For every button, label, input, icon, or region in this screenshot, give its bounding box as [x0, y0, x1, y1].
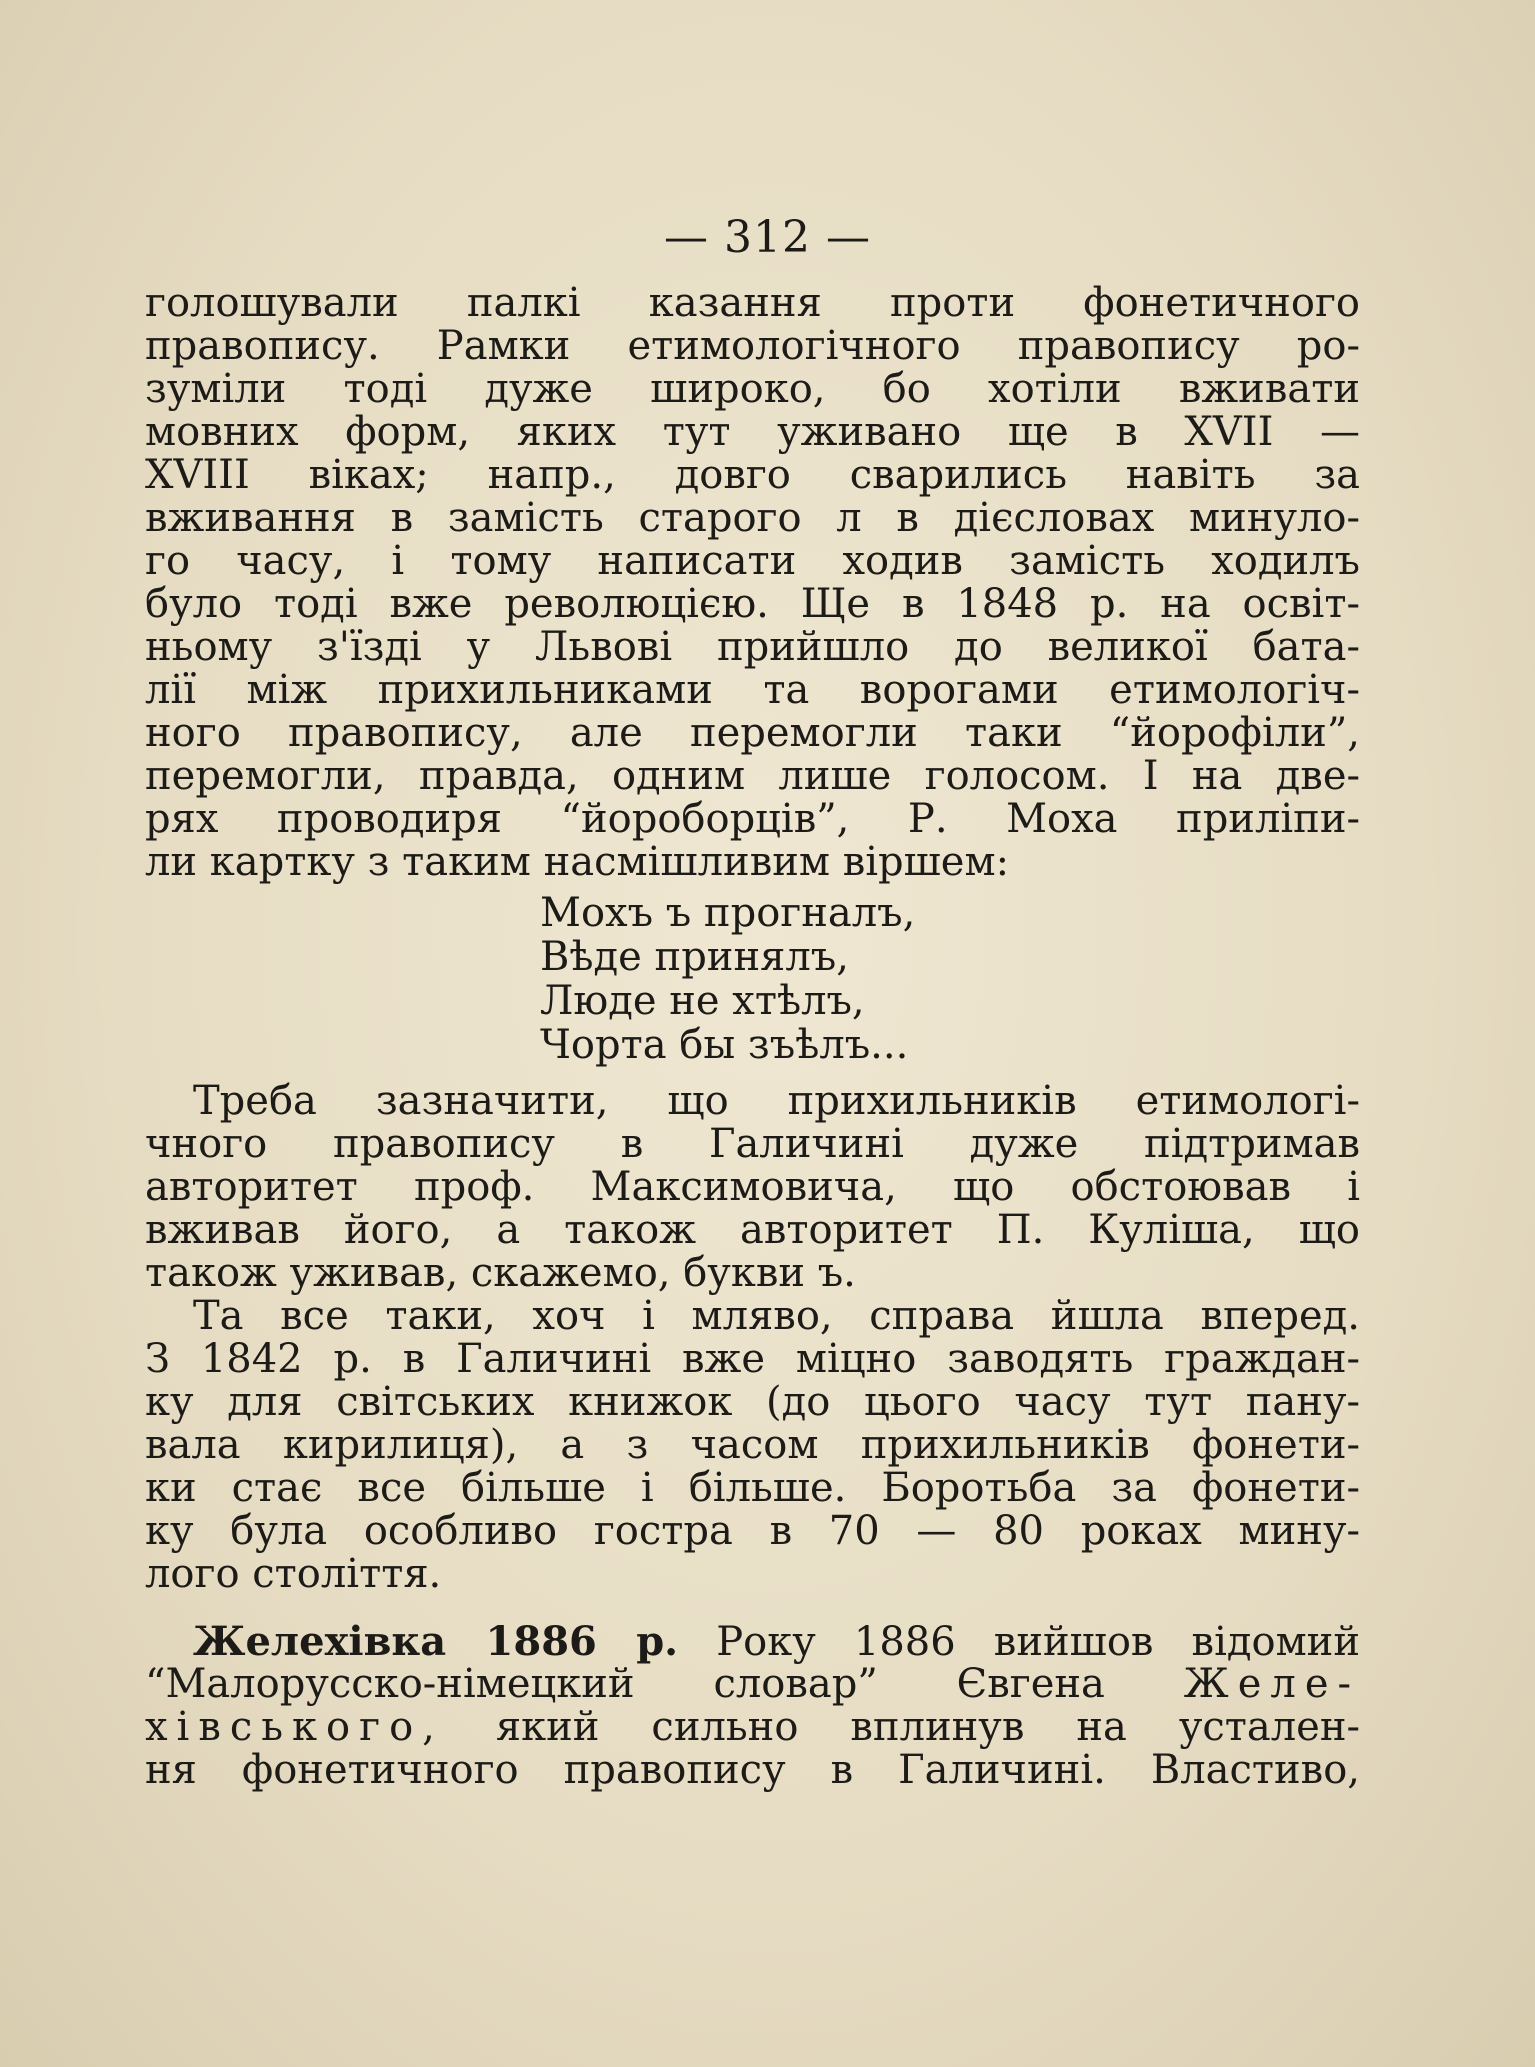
- author-name-spaced: хівського,: [145, 1704, 444, 1750]
- body-text: [145, 282, 1360, 1792]
- text-line: вала кирилиця), а з часом прихильників фонети-: [145, 1422, 1360, 1468]
- text-line: З 1842 р. в Галичині вже міцно заводять граждан-: [145, 1336, 1360, 1382]
- text-line: лії між прихильниками та ворогами етимологіч-: [145, 667, 1360, 713]
- text-run: “Малорусско-німецкий словар” Євгена: [145, 1661, 1105, 1707]
- text-line: [145, 1706, 1360, 1749]
- text-line: [145, 1663, 1360, 1706]
- verse-quote: [145, 892, 1360, 1068]
- section-heading: Желехівка 1886 р.: [193, 1618, 679, 1665]
- text-line: чного правопису в Галичині дуже підтримав: [145, 1121, 1360, 1167]
- text-line: рях проводиря “йороборців”, Р. Моха приліпи-: [145, 796, 1360, 842]
- text-line: зуміли тоді дуже широко, бо хотіли вживати: [145, 366, 1360, 412]
- verse-line: Мохъ ъ прогналъ,: [540, 890, 916, 936]
- text-line: ня фонетичного правопису в Галичині. Властиво,: [145, 1747, 1360, 1793]
- text-line: також уживав, скажемо, букви ъ.: [145, 1250, 856, 1296]
- paragraph-2: [145, 1080, 1360, 1295]
- verse-line: Вѣде принялъ,: [540, 934, 849, 980]
- text-line: ку для світських книжок (до цього часу тут пану-: [145, 1379, 1360, 1425]
- text-run: який сильно вплинув на устален-: [495, 1704, 1360, 1750]
- text-line: було тоді вже революцією. Ще в 1848 р. на освіт-: [145, 581, 1360, 627]
- text-line: го часу, і тому написати ходив замість ходилъ: [145, 538, 1360, 584]
- text-line: мовних форм, яких тут уживано ще в XVII —: [145, 409, 1360, 455]
- paragraph-gap: [145, 1596, 1360, 1620]
- text-line: ку була особливо гостра в 70 — 80 роках мину-: [145, 1508, 1360, 1554]
- verse-line: Чорта бы зъѣлъ...: [540, 1022, 909, 1068]
- author-name-spaced: Желе-: [1183, 1661, 1361, 1707]
- text-run: Року 1886 вийшов відомий: [716, 1619, 1361, 1665]
- text-line: Та все таки, хоч і мляво, справа йшла вперед.: [193, 1293, 1360, 1339]
- text-line: вживав його, а також авторитет П. Куліша, що: [145, 1207, 1360, 1253]
- text-line: ньому з'їзді у Львові прийшло до великої бата-: [145, 624, 1360, 670]
- text-line: Треба зазначити, що прихильників етимологі-: [193, 1078, 1360, 1124]
- text-line: голошували палкі казання проти фонетичного: [145, 280, 1360, 326]
- text-line: ли картку з таким насмішливим віршем:: [145, 839, 1010, 885]
- text-line: [145, 1620, 1360, 1663]
- text-line: перемогли, правда, одним лише голосом. І на две-: [145, 753, 1360, 799]
- text-line: правопису. Рамки етимологічного правопису ро-: [145, 323, 1360, 369]
- text-line: авторитет проф. Максимовича, що обстоював і: [145, 1164, 1360, 1210]
- text-line: ки стає все більше і більше. Боротьба за фонети-: [145, 1465, 1360, 1511]
- text-line: XVIII віках; напр., довго сварились навіть за: [145, 452, 1360, 498]
- paragraph-4: [145, 1620, 1360, 1792]
- text-line: вживання в замість старого л в дієсловах минуло-: [145, 495, 1360, 541]
- verse-line: Люде не хтѣлъ,: [540, 978, 865, 1024]
- text-line: ного правопису, але перемогли таки “йорофіли”,: [145, 710, 1360, 756]
- page-number: — 312 —: [664, 212, 871, 263]
- text-line: лого століття.: [145, 1551, 442, 1597]
- paragraph-1: [145, 282, 1360, 884]
- paragraph-3: [145, 1295, 1360, 1596]
